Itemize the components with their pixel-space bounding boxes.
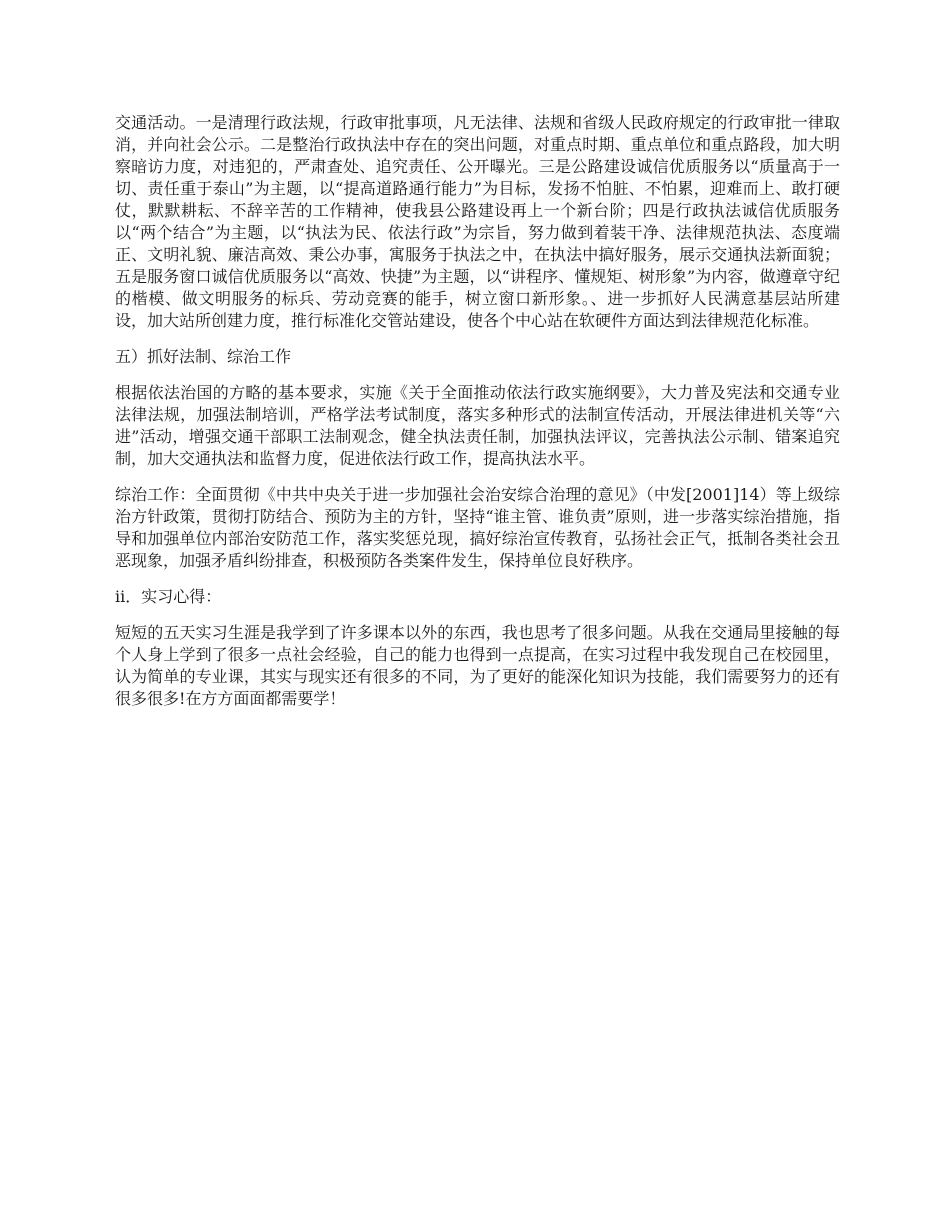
- body-paragraph-traffic-activities: 交通活动。一是清理行政法规，行政审批事项，凡无法律、法规和省级人民政府规定的行政审批一律取消，并向社会公示。二是整治行政执法中存在的突出问题，对重点时期、重点单位和重点路段，加大明察暗访力度，对违犯的，严肃查处、追究责任、公开曝光。三是公路建设诚信优质服务以“质量高于一切、责任重于泰山”为主题，以“提高道路通行能力”为目标，发扬不怕脏、不怕累，迎难而上、敢打硬仗，默默耕耘、不辞辛苦的工作精神，使我县公路建设再上一个新台阶；四是行政执法诚信优质服务以“两个结合”为主题，以“执法为民、依法行政”为宗旨，努力做到着装干净、法律规范执法、态度端正、文明礼貌、廉洁高效、秉公办事，寓服务于执法之中，在执法中搞好服务，展示交通执法新面貌；五是服务窗口诚信优质服务以“高效、快捷”为主题，以“讲程序、懂规矩、树形象”为内容，做遵章守纪的楷模、做文明服务的标兵、劳动竞赛的能手，树立窗口新形象。、进一步抓好人民满意基层站所建设，加大站所创建力度，推行标准化交管站建设，使各个中心站在软硬件方面达到法律规范化标准。: [115, 113, 840, 330]
- body-paragraph-rule-of-law: 根据依法治国的方略的基本要求，实施《关于全面推动依法行政实施纲要》，大力普及宪法和交通专业法律法规，加强法制培训，严格学法考试制度，落实多种形式的法制宣传活动，开展法律进机关等“六进”活动，增强交通干部职工法制观念，健全执法责任制，加强执法评议，完善执法公示制、错案追究制，加大交通执法和监督力度，促进依法行政工作，提高执法水平。: [115, 383, 840, 468]
- body-paragraph-internship-experience: 短短的五天实习生涯是我学到了许多课本以外的东西，我也思考了很多问题。从我在交通局里接触的每个人身上学到了很多一点社会经验，自己的能力也得到一点提高，在实习过程中我发现自己在校园里，认为简单的专业课，其实与现实还有很多的不同，为了更好的能深化知识为技能，我们需要努力的还有很多很多!在方方面面都需要学！: [115, 623, 840, 708]
- document-page: [115, 112, 840, 724]
- body-paragraph-comprehensive-governance: 综治工作：全面贯彻《中共中央关于进一步加强社会治安综合治理的意见》（中发[2001]14）等上级综治方针政策，贯彻打防结合、预防为主的方针，坚持“谁主管、谁负责”原则，进一步落实综治措施，指导和加强单位内部治安防范工作，落实奖惩兑现，搞好综治宣传教育，弘扬社会正气，抵制各类社会丑恶现象，加强矛盾纠纷排查，积极预防各类案件发生，保持单位良好秩序。: [115, 485, 840, 570]
- section-heading-legal-governance: 五）抓好法制、综治工作: [115, 347, 292, 366]
- section-heading-internship-reflection: ii．实习心得：: [115, 587, 222, 606]
